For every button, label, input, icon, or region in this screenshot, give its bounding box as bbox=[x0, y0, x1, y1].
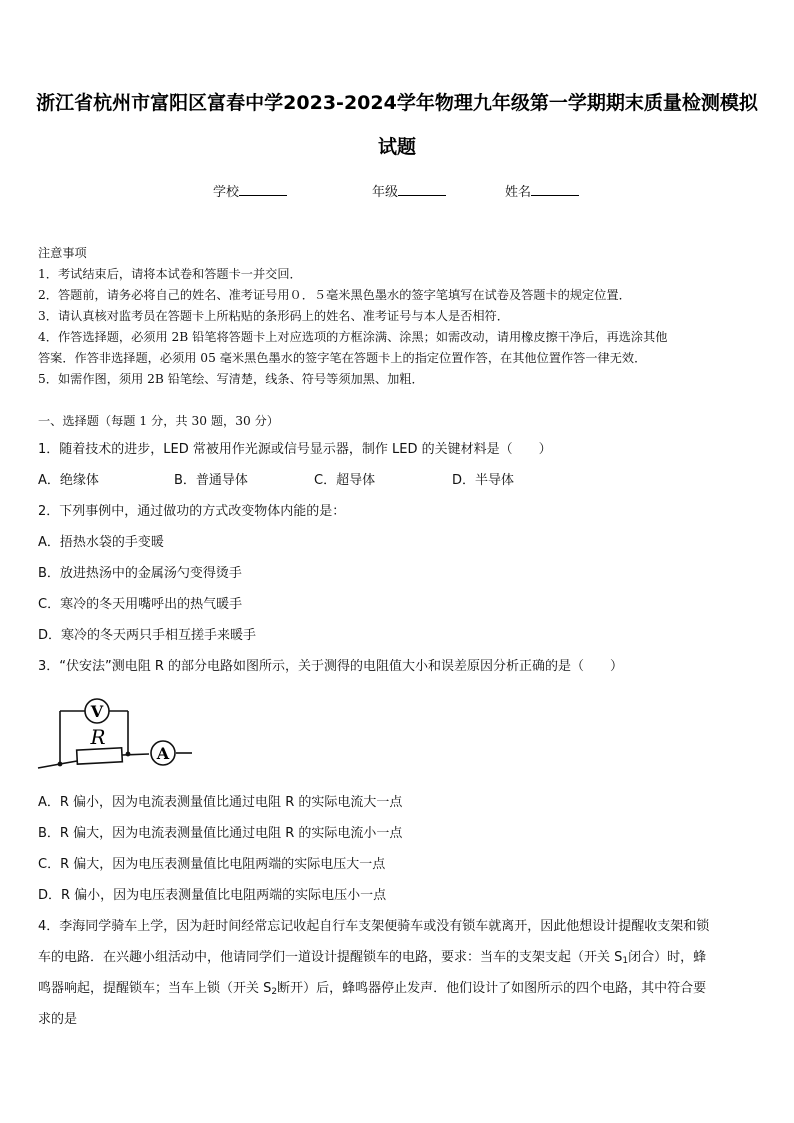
question-1-stem: 1．随着技术的进步，LED 常被用作光源或信号显示器，制作 LED 的关键材料是（ ） bbox=[38, 442, 552, 457]
q2-option-d: D．寒冷的冬天两只手相互搓手来暖手 bbox=[38, 628, 257, 643]
q3-option-a: A．R 偏小，因为电流表测量值比通过电阻 R 的实际电流大一点 bbox=[38, 795, 403, 810]
page-title-line2: 试题 bbox=[377, 136, 416, 158]
q4-text: 断开）后，蜂鸣器停止发声．他们设计了如图所示的四个电路，其中符合要 bbox=[277, 981, 707, 996]
q4-text: 车的电路．在兴趣小组活动中，他请同学们一道设计提醒锁车的电路，要求：当车的支架支起（开关 S bbox=[38, 950, 623, 965]
notice-item: 5．如需作图，须用 2B 铅笔绘、写清楚，线条、符号等须加黑、加粗． bbox=[38, 372, 424, 386]
q4-text: 闭合）时，蜂 bbox=[628, 950, 707, 965]
question-4-stem-line4: 求的是 bbox=[38, 1012, 78, 1027]
name-label: 姓名 bbox=[505, 185, 532, 200]
grade-field bbox=[372, 181, 446, 200]
notice-item: 1．考试结束后，请将本试卷和答题卡一并交回． bbox=[38, 267, 302, 281]
wire bbox=[38, 764, 60, 768]
q1-option-b: B．普通导体 bbox=[174, 473, 248, 488]
school-field bbox=[213, 181, 287, 200]
wire bbox=[60, 761, 77, 764]
q2-option-c: C．寒冷的冬天用嘴呼出的热气暖手 bbox=[38, 597, 243, 612]
notice-item: 4．作答选择题，必须用 2B 铅笔将答题卡上对应选项的方框涂满、涂黑；如需改动，请用橡皮擦干净后，再选涂其他 bbox=[38, 330, 668, 344]
circuit-diagram bbox=[34, 692, 199, 774]
q3-option-c: C．R 偏大，因为电压表测量值比电阻两端的实际电压大一点 bbox=[38, 857, 386, 872]
switch-subscript: 1 bbox=[622, 956, 629, 966]
page-title-line1: 浙江省杭州市富阳区富春中学2023-2024学年物理九年级第一学期期末质量检测模拟 bbox=[36, 92, 758, 114]
voltmeter-label: V bbox=[90, 702, 104, 721]
question-4-stem-line3 bbox=[38, 977, 706, 997]
question-2-stem: 2．下列事例中，通过做功的方式改变物体内能的是： bbox=[38, 504, 346, 519]
name-field bbox=[505, 181, 579, 200]
section-heading: 一、选择题（每题 1 分，共 30 题，30 分） bbox=[38, 414, 279, 428]
notice-item: 2．答题前，请务必将自己的姓名、准考证号用０．５毫米黑色墨水的签字笔填写在试卷及答题卡的规定位置． bbox=[38, 288, 631, 302]
school-label: 学校 bbox=[213, 185, 240, 200]
q4-text: 鸣器响起，提醒锁车；当车上锁（开关 S bbox=[38, 981, 272, 996]
resistor-label: R bbox=[90, 725, 106, 749]
question-4-stem-line2 bbox=[38, 946, 706, 966]
name-blank bbox=[531, 183, 579, 196]
grade-label: 年级 bbox=[372, 185, 399, 200]
junction-dot bbox=[126, 752, 131, 757]
notice-item: 3．请认真核对监考员在答题卡上所粘贴的条形码上的姓名、准考证号与本人是否相符． bbox=[38, 309, 509, 323]
question-3-stem: 3．“伏安法”测电阻 R 的部分电路如图所示，关于测得的电阻值大小和误差原因分析正确的是（ ） bbox=[38, 659, 624, 674]
question-4-stem: 4．李海同学骑车上学，因为赶时间经常忘记收起自行车支架便骑车或没有锁车就离开，因此他想设计提醒收支架和锁 bbox=[38, 919, 710, 934]
notice-heading: 注意事项 bbox=[38, 246, 87, 260]
q3-option-b: B．R 偏大，因为电流表测量值比通过电阻 R 的实际电流小一点 bbox=[38, 826, 403, 841]
school-blank bbox=[239, 183, 287, 196]
switch-subscript: 2 bbox=[271, 987, 278, 997]
q2-option-a: A．捂热水袋的手变暖 bbox=[38, 535, 164, 550]
junction-dot bbox=[58, 762, 63, 767]
q3-option-d: D．R 偏小，因为电压表测量值比电阻两端的实际电压小一点 bbox=[38, 888, 387, 903]
grade-blank bbox=[398, 183, 446, 196]
ammeter-label: A bbox=[156, 744, 170, 763]
resistor-symbol bbox=[77, 748, 123, 764]
notice-item: 答案．作答非选择题，必须用 05 毫米黑色墨水的签字笔在答题卡上的指定位置作答，在其他位置作答一律无效． bbox=[38, 351, 647, 365]
q1-option-c: C．超导体 bbox=[314, 473, 376, 488]
q1-option-d: D．半导体 bbox=[452, 473, 515, 488]
q2-option-b: B．放进热汤中的金属汤勺变得烫手 bbox=[38, 566, 242, 581]
q1-option-a: A．绝缘体 bbox=[38, 473, 99, 488]
